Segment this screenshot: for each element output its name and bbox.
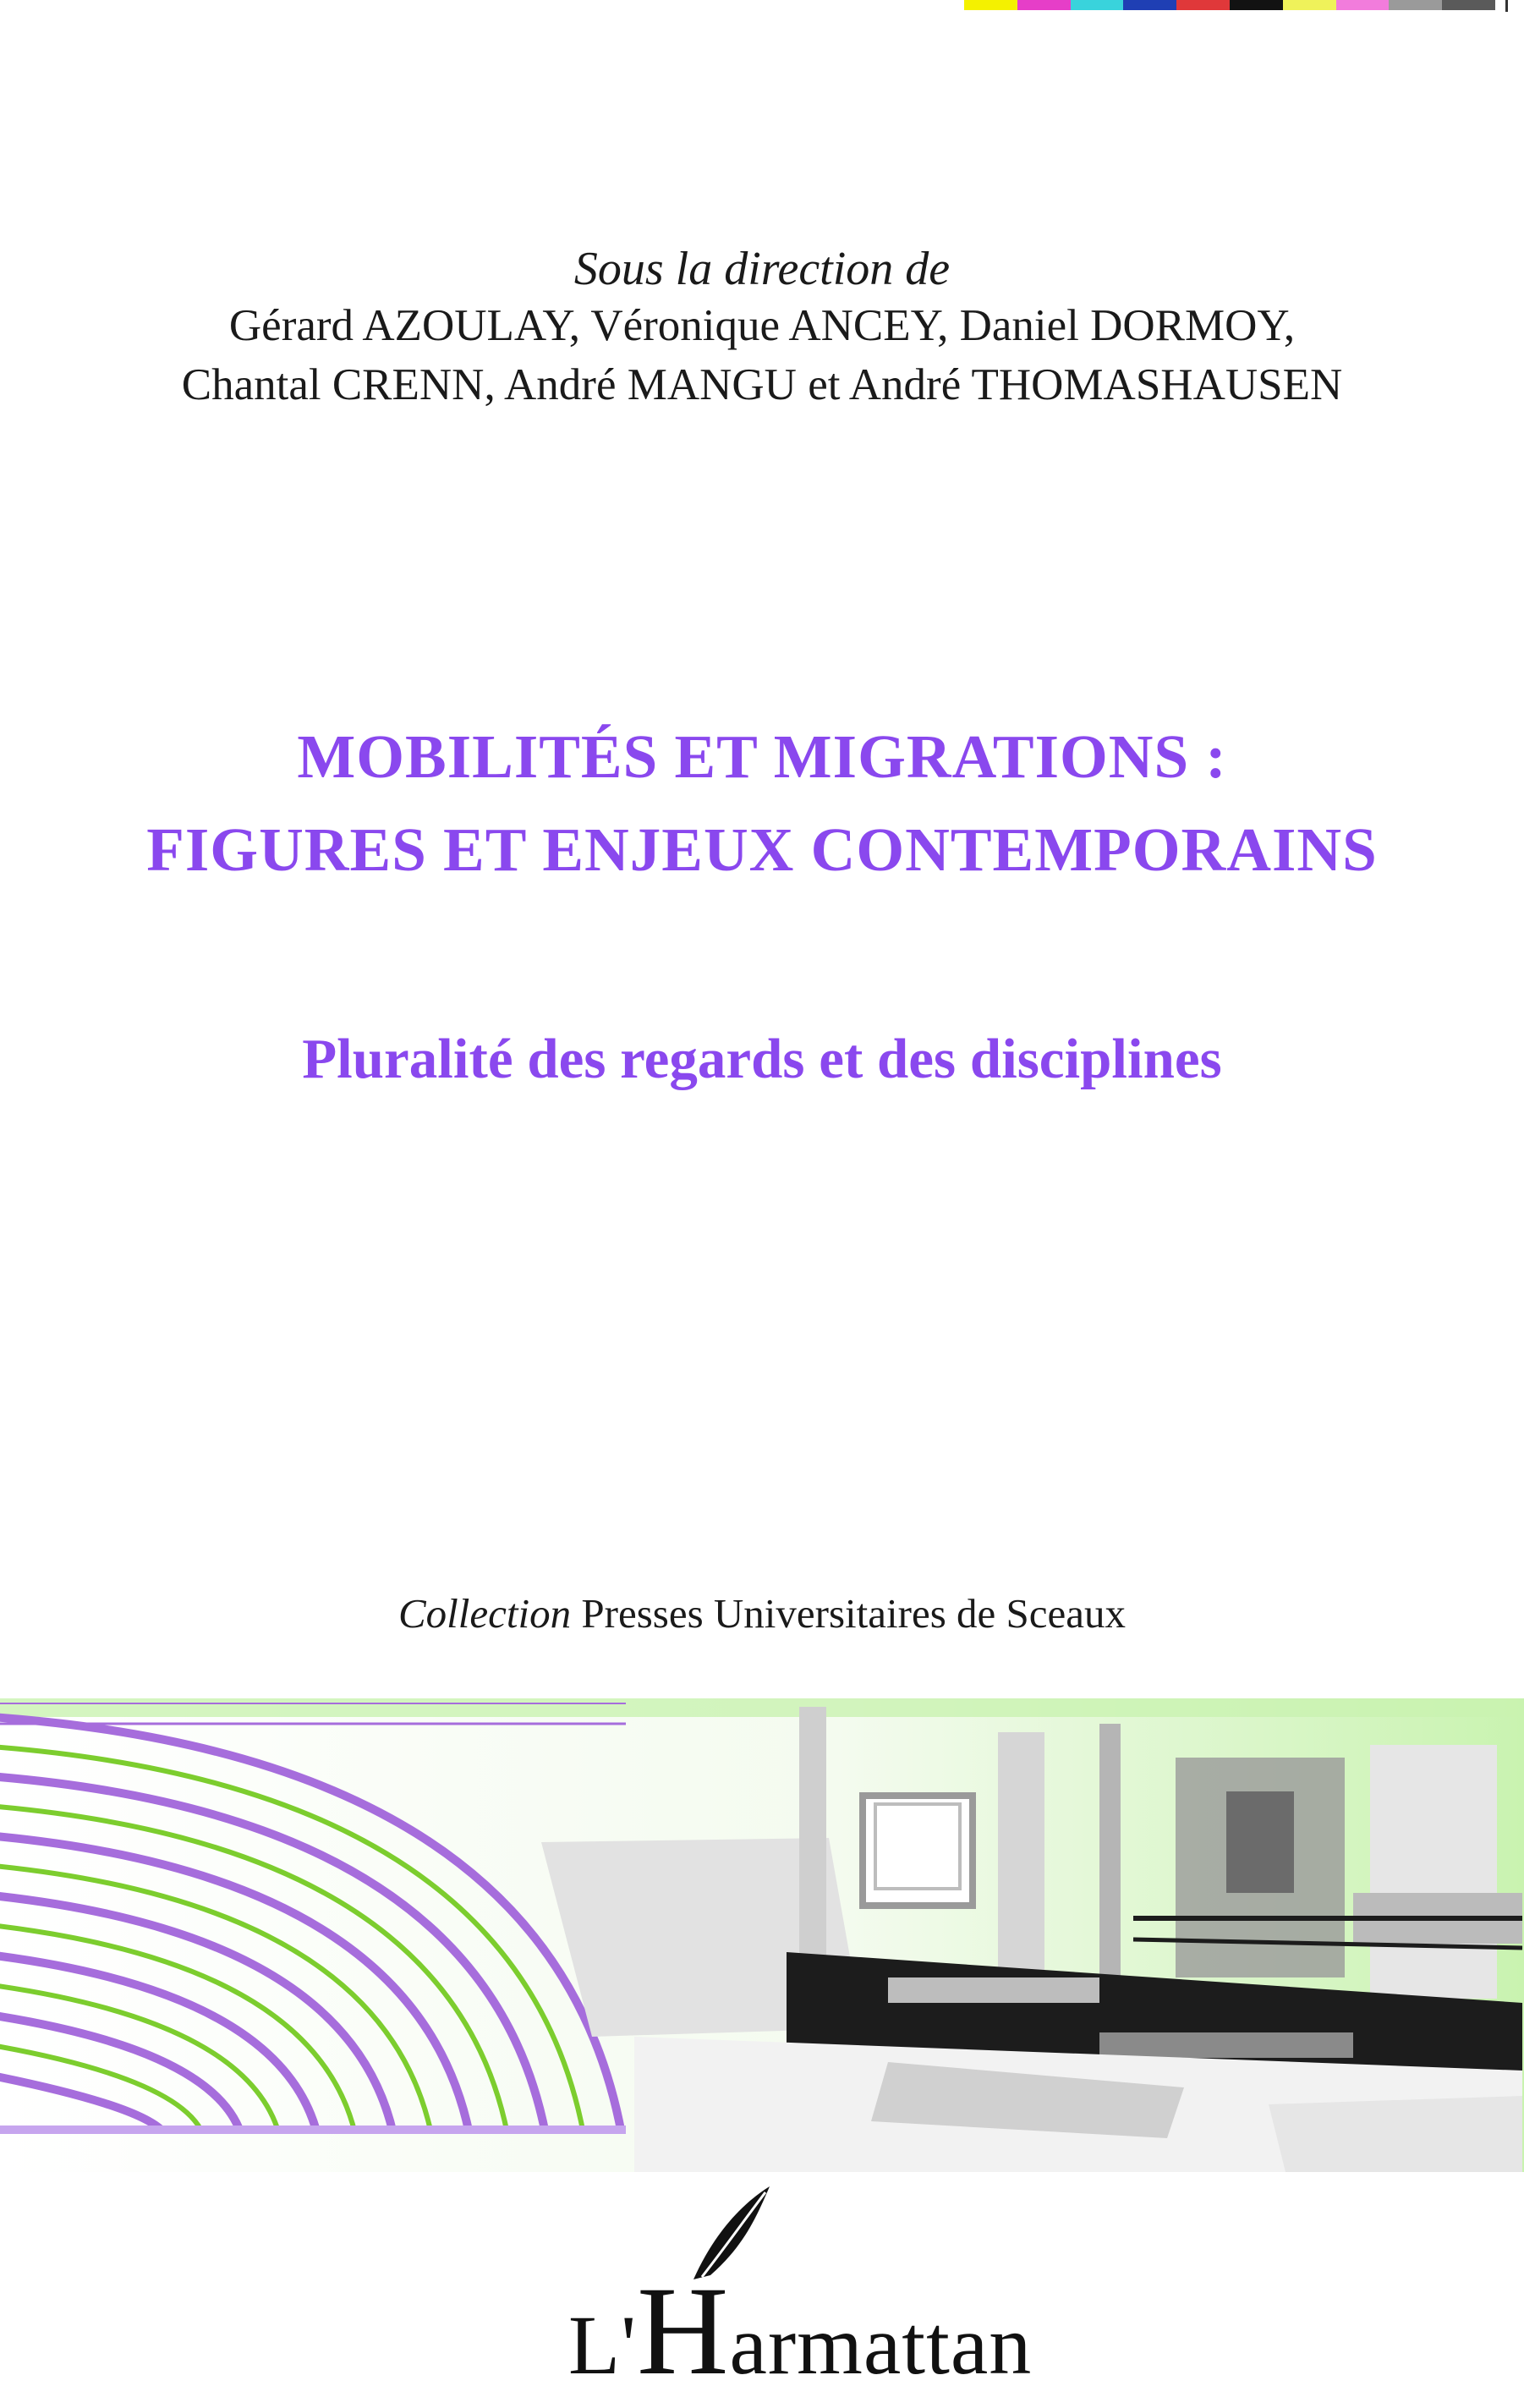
book-subtitle: Pluralité des regards et des disciplines <box>302 1028 1222 1090</box>
printer-color-bar <box>964 0 1495 10</box>
editors-line-2: Chantal CRENN, André MANGU et André THOMASHAUSEN <box>181 360 1343 409</box>
title-line-2: FIGURES ET ENJEUX CONTEMPORAINS <box>146 815 1378 884</box>
publisher-rest: armattan <box>729 2298 1033 2392</box>
publisher-prefix: L' <box>568 2298 638 2392</box>
publisher-wordmark <box>568 2258 1032 2404</box>
cover-artwork <box>0 1698 1524 2172</box>
editors-line-1: Gérard AZOULAY, Véronique ANCEY, Daniel DORMOY, <box>228 301 1296 350</box>
collection-name: Presses Universitaires de Sceaux <box>581 1590 1127 1637</box>
title-line-1: MOBILITÉS ET MIGRATIONS : <box>297 722 1227 791</box>
collection-label: Collection <box>397 1590 572 1637</box>
editors-lead: Sous la direction de <box>573 243 951 295</box>
registration-mark <box>1505 0 1508 12</box>
collection-line <box>0 1588 1524 1639</box>
publisher-initial: H <box>637 2261 730 2401</box>
publisher-logo <box>0 2182 1524 2401</box>
book-title <box>0 710 1524 897</box>
editors-block <box>0 242 1524 414</box>
